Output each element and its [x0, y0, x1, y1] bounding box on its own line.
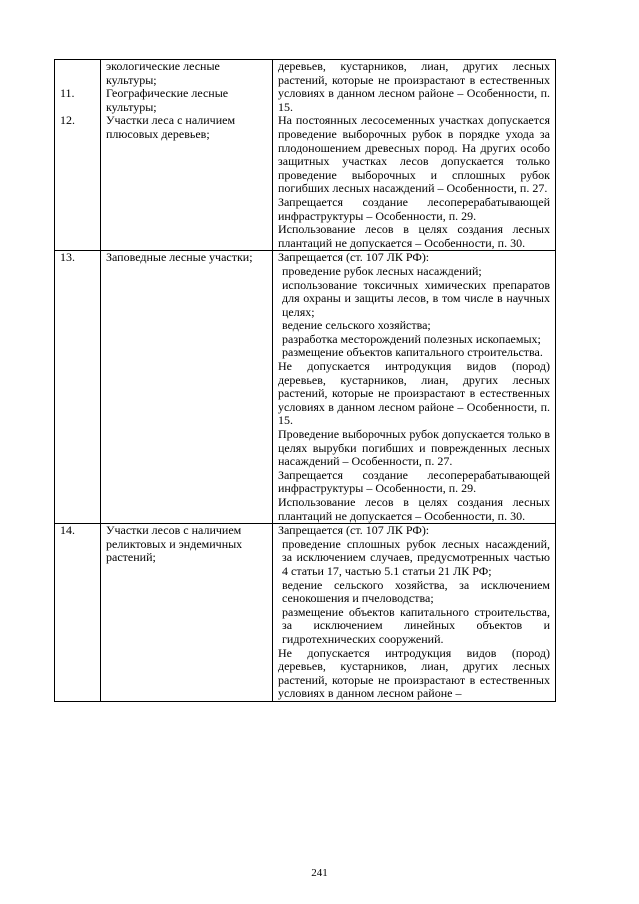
regulation-paragraph: На постоянных лесосеменных участках допускается проведение выборочных рубок в порядке ухода за плодоношением древесных пород. На других особо защитных участках лесов допускается только проведение выборочных и сплошных рубок погибших лесных насаждений – Особенности, п. 27. [278, 113, 550, 196]
regulation-paragraph: использование токсичных химических препаратов для охраны и защиты лесов, в том числе в научных целях; [282, 277, 550, 319]
row-number-cell [55, 60, 101, 251]
table-row [55, 524, 556, 702]
page-number: 241 [311, 867, 328, 879]
category-name: Заповедные лесные участки; [106, 250, 253, 265]
row-number-cell [55, 251, 101, 524]
row-number: 11. [60, 86, 75, 100]
regulation-paragraph: деревьев, кустарников, лиан, других лесных растений, которые не произрастают в естественных условиях в данном лесном районе – Особенности, п. 15. [278, 59, 550, 114]
regulation-paragraph: Проведение выборочных рубок допускается только в целях вырубки погибших и поврежденных лесных насаждений – Особенности, п. 27. [278, 427, 550, 469]
regulations-table [54, 59, 556, 702]
row-number: 13. [60, 250, 75, 265]
regulation-paragraph: ведение сельского хозяйства, за исключением сенокошения и пчеловодства; [282, 577, 550, 606]
regulation-paragraph: Запрещается создание лесоперерабатывающей инфраструктуры – Особенности, п. 29. [278, 194, 550, 223]
category-cell [101, 60, 273, 251]
category-name: Географические лесные культуры; [106, 86, 229, 114]
table-row [55, 60, 556, 251]
category-name: Участки лесов с наличием реликтовых и эндемичных растений; [106, 523, 243, 565]
regulation-paragraph: Использование лесов в целях создания лесных плантаций не допускается – Особенности, п. 30. [278, 495, 550, 523]
regulation-paragraph: Не допускается интродукция видов (пород) деревьев, кустарников, лиан, других лесных растений, которые не произрастают в естественных условиях в данном лесном районе – [278, 645, 550, 701]
category-cell [101, 251, 273, 524]
row-number: 12. [60, 113, 75, 127]
category-name: Участки леса с наличием плюсовых деревьев; [106, 113, 236, 141]
row-number [60, 60, 95, 87]
regulation-paragraph: проведение рубок лесных насаждений; [282, 263, 482, 278]
regulation-paragraph: размещение объектов капитального строительства, за исключением линейных объектов и гидротехнических сооружений. [282, 604, 550, 646]
regulation-paragraph: Использование лесов в целях создания лесных плантаций не допускается – Особенности, п. 30. [278, 222, 550, 250]
regulation-cell [273, 60, 556, 251]
row-number: 14. [60, 523, 75, 538]
category-cell [101, 524, 273, 702]
row-number-cell [55, 524, 101, 702]
regulation-paragraph: Запрещается (ст. 107 ЛК РФ): [278, 250, 430, 265]
regulation-paragraph: ведение сельского хозяйства; [282, 318, 431, 333]
regulation-cell [273, 251, 556, 524]
regulation-paragraph: разработка месторождений полезных ископаемых; [282, 331, 541, 346]
regulation-paragraph: размещение объектов капитального строительства. [282, 345, 543, 360]
regulation-paragraph: Запрещается (ст. 107 ЛК РФ): [278, 523, 430, 538]
regulation-paragraph: Запрещается создание лесоперерабатывающей инфраструктуры – Особенности, п. 29. [278, 467, 550, 496]
table-row [55, 251, 556, 524]
regulation-paragraph: Не допускается интродукция видов (пород) деревьев, кустарников, лиан, других лесных растений, которые не произрастают в естественных условиях в данном лесном районе – Особенности, п. 15. [278, 359, 550, 428]
regulation-cell [273, 524, 556, 702]
regulation-paragraph: проведение сплошных рубок лесных насаждений, за исключением случаев, предусмотренных частью 4 статьи 17, частью 5.1 статьи 21 ЛК РФ; [282, 536, 550, 578]
category-name: экологические лесные культуры; [106, 59, 220, 87]
